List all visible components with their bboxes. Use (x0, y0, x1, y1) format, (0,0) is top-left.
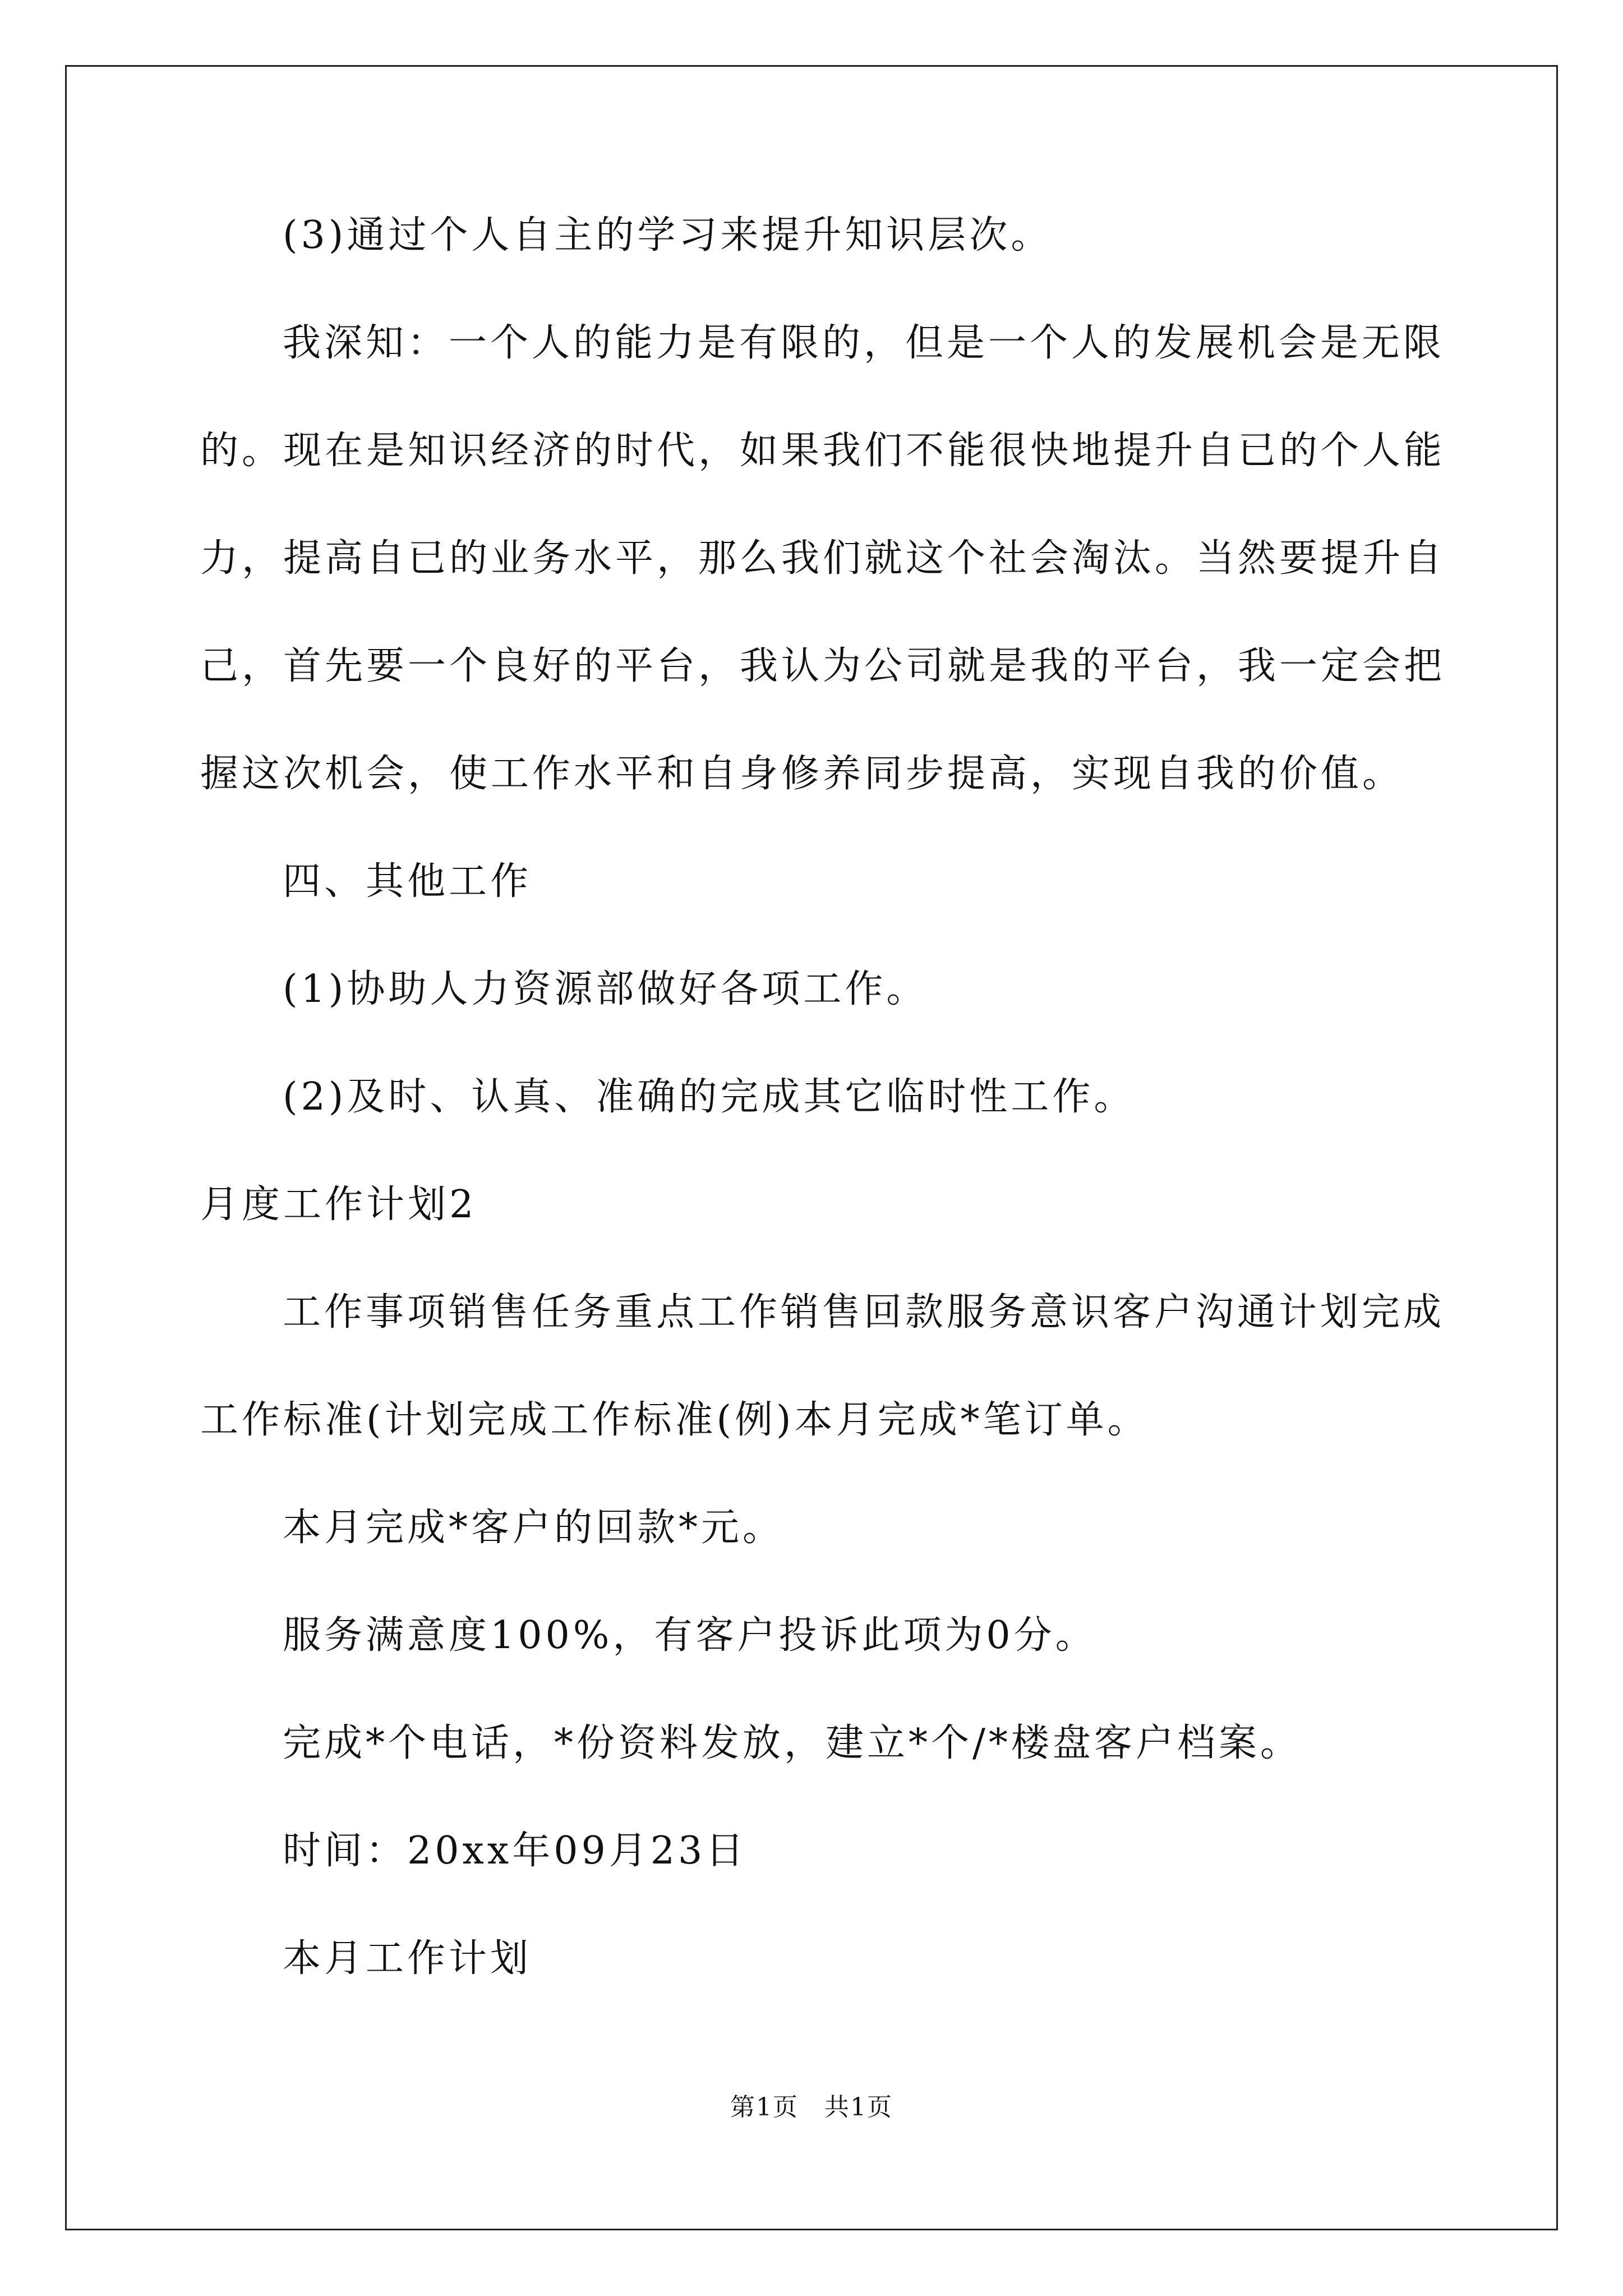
date-line: 时间：20xx年09月23日 (283, 1829, 748, 1873)
paragraph-line: (3)通过个人自主的学习来提升知识层次。 (283, 213, 1053, 257)
paragraph-line: 工作事项销售任务重点工作销售回款服务意识客户沟通计划完成 (283, 1290, 1445, 1335)
list-item: (2)及时、认真、准确的完成其它临时性工作。 (283, 1075, 1136, 1119)
document-title: 月度工作计划2 (200, 1182, 477, 1227)
paragraph-line: 握这次机会，使工作水平和自身修养同步提高，实现自我的价值。 (200, 752, 1404, 796)
paragraph-line: 己，首先要一个良好的平台，我认为公司就是我的平台，我一定会把 (200, 644, 1446, 688)
section-heading: 本月工作计划 (283, 1936, 532, 1981)
document-body (200, 202, 1446, 2033)
section-heading: 四、其他工作 (283, 859, 532, 904)
paragraph-line: 本月完成*客户的回款*元。 (283, 1506, 785, 1550)
page-number-footer: 第1页 共1页 (730, 2093, 893, 2122)
paragraph-line: 完成*个电话，*份资料发放，建立*个/*楼盘客户档案。 (283, 1721, 1302, 1765)
paragraph-line: 工作标准(计划完成工作标准(例)本月完成*笔订单。 (200, 1398, 1149, 1442)
paragraph-line: 服务满意度100%，有客户投诉此项为0分。 (283, 1613, 1097, 1658)
paragraph-line: 我深知：一个人的能力是有限的，但是一个人的发展机会是无限 (283, 321, 1445, 365)
list-item: (1)协助人力资源部做好各项工作。 (283, 967, 928, 1011)
paragraph-line: 力，提高自已的业务水平，那么我们就这个社会淘汰。当然要提升自 (200, 536, 1446, 581)
paragraph-line: 的。现在是知识经济的时代，如果我们不能很快地提升自已的个人能 (200, 429, 1446, 473)
